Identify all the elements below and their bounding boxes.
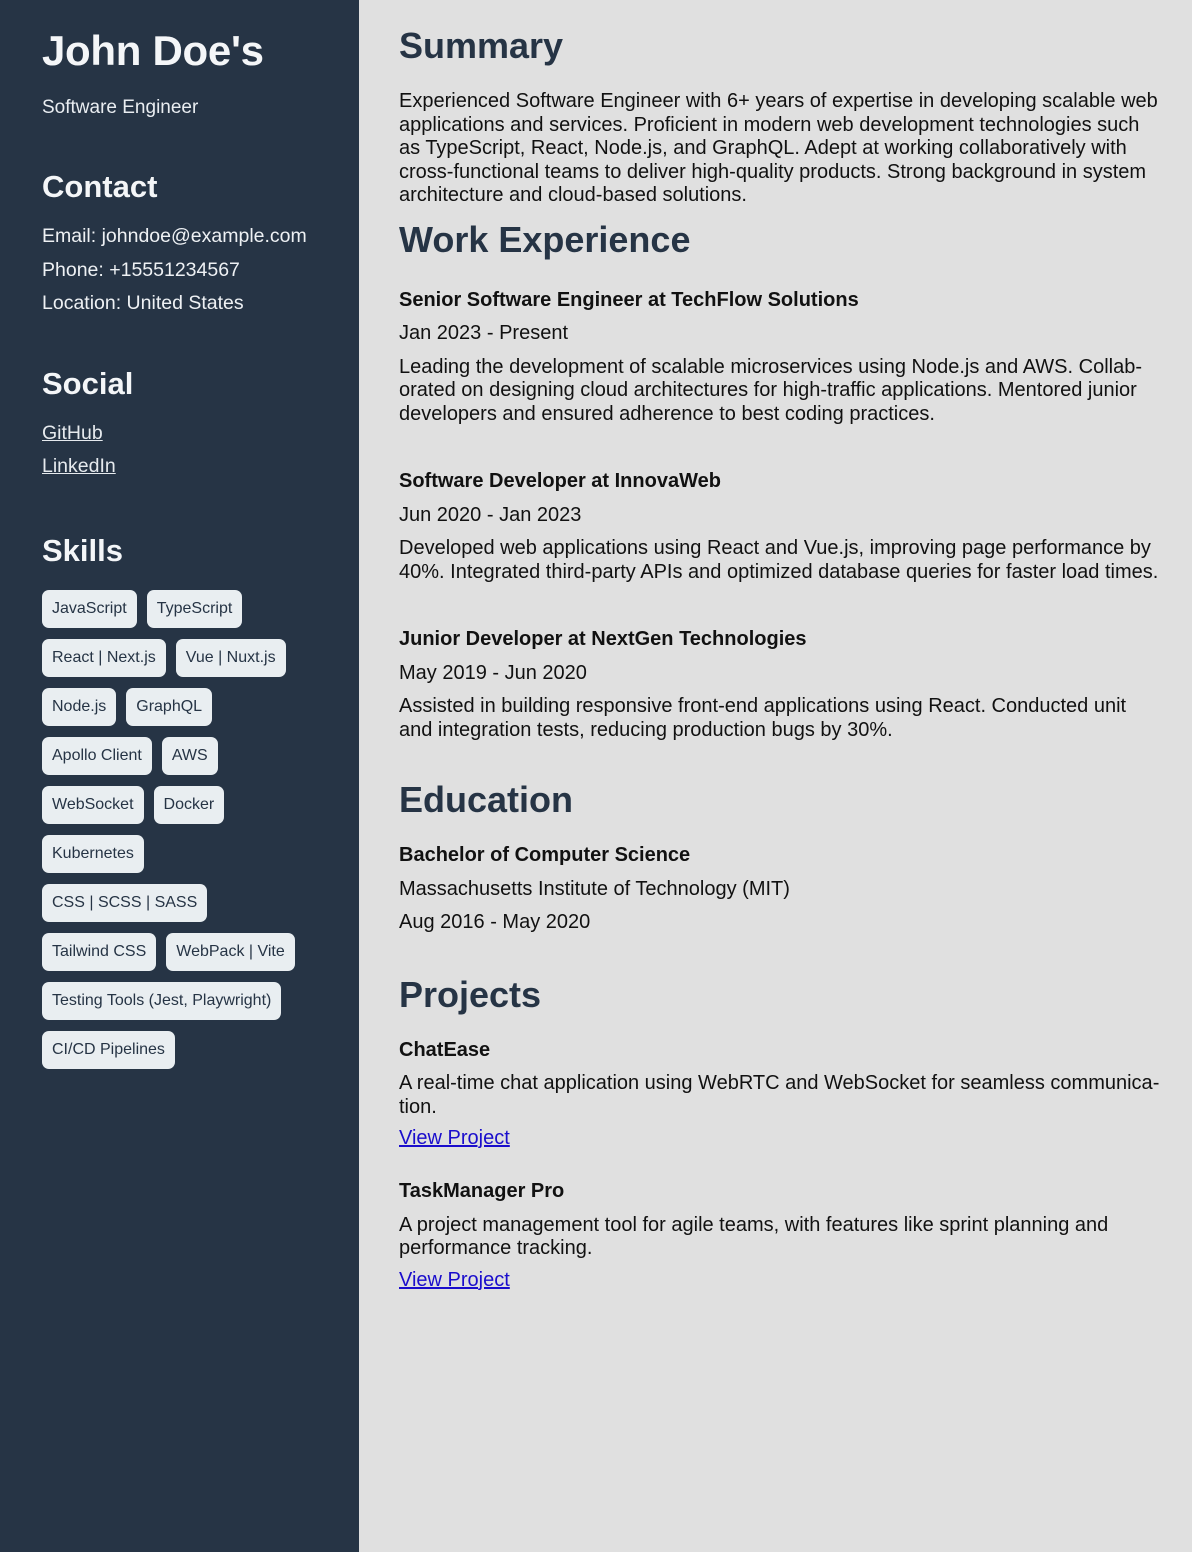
contact-phone: Phone: +15551234567 (42, 258, 240, 281)
education-heading: Education (399, 779, 574, 820)
skill-chip: Vue | Nuxt.js (176, 639, 286, 677)
skill-chip: WebPack | Vite (166, 933, 295, 971)
skill-chip: Apollo Client (42, 737, 152, 775)
skill-chip: React | Next.js (42, 639, 166, 677)
social-item (42, 417, 331, 451)
contact-heading: Contact (42, 169, 158, 204)
social-list (42, 417, 331, 484)
skill-chip: Docker (154, 786, 225, 824)
work-heading: Work Experience (399, 218, 691, 260)
project-description: A real-time chat application using WebRTC and WebSocket for seamless communication. (399, 1072, 1160, 1118)
view-project-link[interactable]: View Project (399, 1127, 510, 1149)
skills-heading: Skills (42, 532, 123, 568)
summary-text: Experienced Software Engineer with 6+ years of expertise in developing scalable web applications and services. Proficient in modern web development technologies such as TypeScript, React, Node.js, and GraphQL. Adept at working collaboratively with cross-functional teams to deliver high-quality products. Strong background in system architecture and cloud-based solutions. (399, 90, 1158, 206)
linkedin-link[interactable]: LinkedIn (42, 455, 116, 477)
project-entry (399, 1175, 1162, 1295)
project-name: ChatEase (399, 1038, 491, 1061)
view-project-link[interactable]: View Project (399, 1268, 510, 1291)
skill-chip: JavaScript (42, 590, 137, 628)
job-description: Leading the development of scalable microservices using Node.js and AWS. Collaborated on designing cloud architectures for high-traffic applications. Mentored junior developers and ensured adherence to best coding practices. (399, 355, 1142, 425)
skill-chip: CSS | SCSS | SASS (42, 884, 207, 922)
job-title: Software Developer at InnovaWeb (399, 470, 721, 492)
project-name: TaskManager Pro (399, 1180, 565, 1202)
job-entry (399, 284, 1162, 427)
skill-chip: AWS (162, 737, 218, 775)
job-entry (399, 623, 1162, 742)
education-entry (399, 839, 1162, 940)
project-description: A project management tool for agile teams, with features like sprint planning and performance tracking. (399, 1213, 1109, 1259)
job-dates: Jun 2020 - Jan 2023 (399, 503, 582, 526)
skill-chip: WebSocket (42, 786, 144, 824)
skill-chip: Node.js (42, 688, 116, 726)
job-title: Junior Developer at NextGen Technologies (399, 628, 807, 650)
skill-chip: Kubernetes (42, 835, 144, 873)
education-dates: Aug 2016 - May 2020 (399, 911, 591, 933)
job-description: Assisted in building responsive front-end applications using React. Conducted unit and integration tests, reducing production bugs by 30%. (399, 695, 1127, 741)
job-dates: May 2019 - Jun 2020 (399, 661, 587, 684)
person-role: Software Engineer (42, 97, 199, 118)
skill-chip: Testing Tools (Jest, Playwright) (42, 982, 281, 1020)
job-entry (399, 465, 1162, 584)
job-title: Senior Software Engineer at TechFlow Solutions (399, 288, 859, 311)
skill-chip: GraphQL (126, 688, 212, 726)
education-degree: Bachelor of Computer Science (399, 844, 691, 866)
skill-chip: Tailwind CSS (42, 933, 156, 971)
person-name: John Doe's (42, 27, 264, 74)
summary-heading: Summary (399, 25, 564, 66)
skill-chip: CI/CD Pipelines (42, 1031, 175, 1069)
job-description: Developed web applications using React and Vue.js, improving page performance by 40%. Integrated third-party APIs and optimized database queries for faster load times. (399, 537, 1159, 583)
education-school: Massachusetts Institute of Technology (MIT) (399, 877, 790, 900)
job-dates: Jan 2023 - Present (399, 322, 568, 344)
contact-location: Location: United States (42, 292, 244, 314)
social-item (42, 450, 331, 484)
skills-list (42, 590, 312, 1069)
main-content (359, 0, 1192, 1552)
sidebar (0, 0, 359, 1552)
contact-email: Email: johndoe@example.com (42, 225, 307, 247)
github-link[interactable]: GitHub (42, 421, 103, 444)
contact-list (42, 220, 331, 321)
project-entry (399, 1034, 1162, 1154)
social-heading: Social (42, 365, 134, 401)
skill-chip: TypeScript (147, 590, 243, 628)
projects-heading: Projects (399, 973, 542, 1015)
